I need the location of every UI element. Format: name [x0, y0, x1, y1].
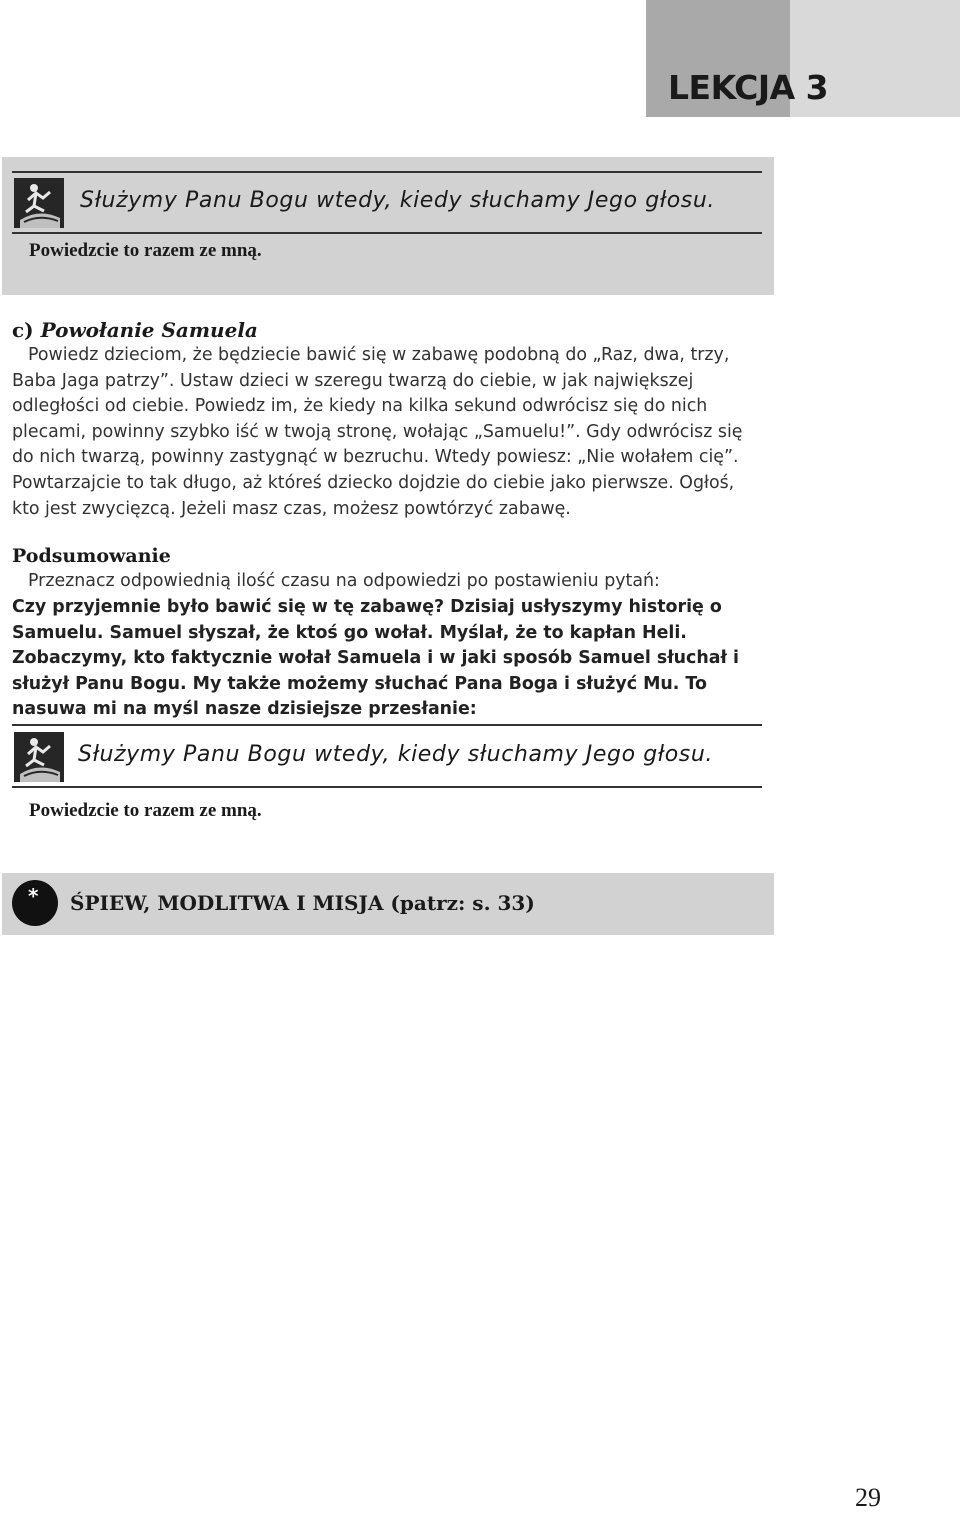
motto-top-rule-lower	[12, 232, 762, 234]
summary-intro: Przeznacz odpowiednią ilość czasu na odpowiedzi po postawieniu pytań:	[28, 571, 660, 591]
section-c-title: Powołanie Samuela	[40, 318, 258, 342]
summary-bold-text: Czy przyjemnie było bawić się w tę zabawę? Dzisiaj usłyszymy historię o Samuelu. Samuel słyszał, że ktoś go wołał. Myślał, że to kapłan Heli. Zobaczymy, kto faktycznie wołał Samuela i w jaki sposób Samuel słuchał i służył Panu Bogu. My także możemy słuchać Pana Boga i służyć Mu. To nasuwa mi na myśl nasze dzisiejsze przesłanie:	[12, 597, 739, 720]
motto-text-top: Służymy Panu Bogu wtedy, kiedy słuchamy Jego głosu.	[80, 188, 715, 213]
say-together-top: Powiedzcie to razem ze mną.	[29, 240, 262, 261]
lesson-title: LEKCJA 3	[668, 68, 829, 107]
motto-bottom-rule-lower	[12, 786, 762, 788]
star-glyph: *	[28, 884, 39, 908]
runner-mascot-icon	[14, 732, 64, 782]
section-c-body	[12, 343, 764, 522]
motto-text-bottom: Służymy Panu Bogu wtedy, kiedy słuchamy Jego głosu.	[78, 742, 713, 767]
motto-top-band	[2, 157, 774, 295]
star-badge	[12, 880, 58, 926]
runner-mascot-icon	[14, 178, 64, 228]
section-c-heading	[12, 318, 258, 342]
summary-body	[12, 595, 764, 723]
motto-top-rule-upper	[12, 171, 762, 173]
say-together-bottom: Powiedzcie to razem ze mną.	[29, 800, 262, 821]
motto-bottom-rule-upper	[12, 724, 762, 726]
summary-heading: Podsumowanie	[12, 545, 171, 567]
section-c-paragraph: Powiedz dzieciom, że będziecie bawić się w zabawę podobną do „Raz, dwa, trzy, Baba Jaga patrzy”. Ustaw dzieci w szeregu twarzą do ciebie, w jak największej odległości od ciebie. Powiedz im, że kiedy na kilka sekund odwrócisz się do nich plecami, powinny szybko iść w twoją stronę, wołając „Samuelu!”. Gdy odwrócisz się do nich twarzą, powinny zastygnąć w bezruchu. Wtedy powiesz: „Nie wołałem cię”. Powtarzajcie to tak długo, aż któreś dziecko dojdzie do ciebie jako pierwsze. Ogłoś, kto jest zwycięzcą. Jeżeli masz czas, możesz powtórzyć zabawę.	[12, 345, 743, 519]
section-c-letter: c)	[12, 318, 34, 342]
page-number: 29	[855, 1483, 881, 1512]
activity-footer-text: ŚPIEW, MODLITWA I MISJA (patrz: s. 33)	[70, 891, 535, 915]
